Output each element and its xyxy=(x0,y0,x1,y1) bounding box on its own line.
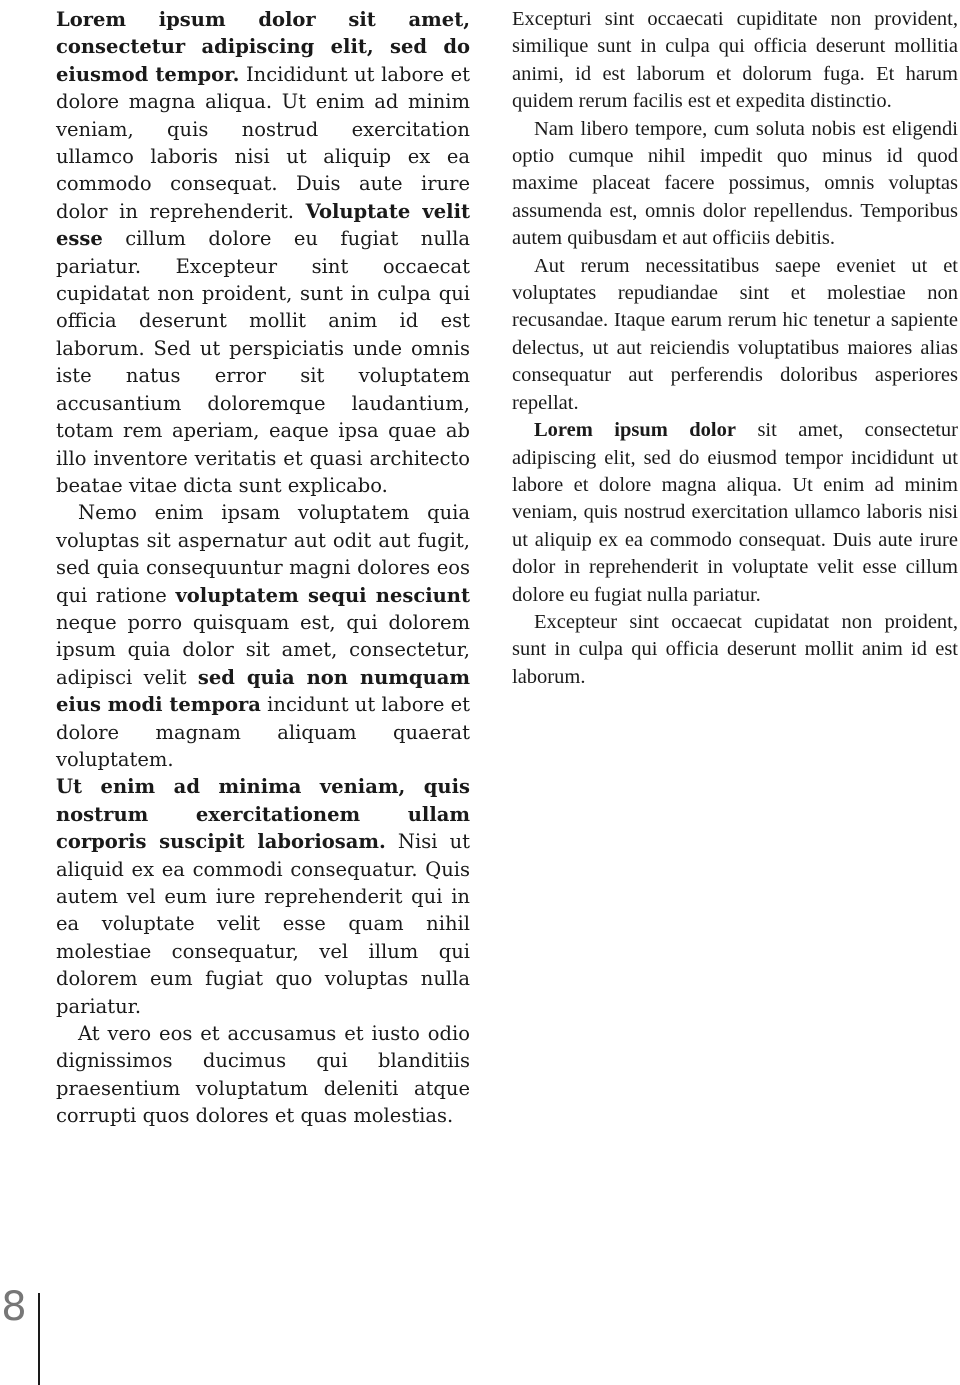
body-text: At vero eos et accusamus et iusto odio dignissimos ducimus qui blanditiis praesentium voluptatum deleniti atque corrupti quos dolores et quas molestias. xyxy=(56,1022,470,1128)
left-paragraph-1 xyxy=(56,6,470,499)
right-paragraph-4 xyxy=(512,417,958,609)
emphasis-text: voluptatem sequi nesciunt xyxy=(175,583,470,607)
page-number-rule xyxy=(38,1293,40,1385)
body-text: Excepturi sint occaecati cupiditate non provident, similique sunt in culpa qui officia deserunt mollitia animi, id est laborum et dolorum fuga. Et harum quidem rerum facilis est et expedita distinctio. xyxy=(512,8,958,113)
right-paragraph-5 xyxy=(512,609,958,691)
body-text: Nisi ut aliquid ex ea commodi consequatur. Quis autem vel eum iure reprehenderit qui in ea voluptate velit esse quam nihil molestiae consequatur, vel illum qui dolorem eum fugiat quo voluptas nulla pariatur. xyxy=(56,830,470,1018)
emphasis-text: Ut enim ad minima veniam, quis nostrum exercitationem ullam corporis suscipit laboriosam. xyxy=(56,775,470,854)
left-paragraph-2 xyxy=(56,499,470,773)
right-paragraph-3 xyxy=(512,253,958,417)
page-number: 8 xyxy=(1,1284,27,1330)
body-text: Nemo enim ipsam voluptatem quia voluptas sit aspernatur aut odit aut fugit, sed quia consequuntur magni dolores eos qui ratione xyxy=(56,501,470,607)
body-text: Aut rerum necessitatibus saepe eveniet ut et voluptates repudiandae sint et molestiae non recusandae. Itaque earum rerum hic tenetur a sapiente delectus, ut aut reiciendis voluptatibus maiores alias consequatur aut perferendis doloribus asperiores repellat. xyxy=(512,254,958,414)
body-text: cillum dolore eu fugiat nulla pariatur. Excepteur sint occaecat cupidatat non proident, sunt in culpa qui officia deserunt mollit anim id est laborum. Sed ut perspiciatis unde omnis iste natus error sit voluptatem accusantium doloremque laudantium, totam rem aperiam, eaque ipsa quae ab illo inventore veritatis et quasi architecto beatae vitae dicta sunt explicabo. xyxy=(56,227,471,497)
body-text: neque porro quisquam est, qui dolorem ipsum quia dolor sit amet, consectetur, adipisci velit xyxy=(56,610,470,689)
left-text-column xyxy=(56,6,470,1130)
body-text: sit amet, consectetur adipiscing elit, sed do eiusmod tempor incididunt ut labore et dolore magna aliqua. Ut enim ad minim veniam, quis nostrud exercitation ullamco laboris nisi ut aliquip ex ea commodo consequat. Duis aute irure dolor in reprehenderit in voluptate velit esse cillum dolore eu fugiat nulla pariatur. xyxy=(512,419,959,606)
emphasis-text: Voluptate velit esse xyxy=(56,199,470,251)
body-text: incidunt ut labore et dolore magnam aliquam quaerat voluptatem. xyxy=(56,693,471,771)
body-text: Incididunt ut labore et dolore magna aliqua. Ut enim ad minim veniam, quis nostrud exercitation ullamco laboris nisi ut aliquip ex ea commodo consequat. Duis aute irure dolor in reprehenderit. xyxy=(56,62,471,223)
emphasis-text: Lorem ipsum dolor sit amet, consectetur adipiscing elit, sed do eiusmod tempor. xyxy=(56,8,470,86)
right-paragraph-1 xyxy=(512,6,958,116)
left-paragraph-4 xyxy=(56,1020,470,1130)
left-paragraph-3 xyxy=(56,773,470,1020)
right-text-column xyxy=(512,6,958,691)
emphasis-text: sed quia non numquam eius modi tempora xyxy=(56,665,471,717)
body-text: Excepteur sint occaecat cupidatat non proident, sunt in culpa qui officia deserunt mollit anim id est laborum. xyxy=(512,610,958,688)
right-paragraph-2 xyxy=(512,116,958,253)
body-text: Nam libero tempore, cum soluta nobis est eligendi optio cumque nihil impedit quo minus id quod maxime placeat facere possimus, omnis voluptas assumenda est, omnis dolor repellendus. Temporibus autem quibusdam et aut officiis debitis. xyxy=(512,117,958,250)
emphasis-text: Lorem ipsum dolor xyxy=(534,419,736,442)
